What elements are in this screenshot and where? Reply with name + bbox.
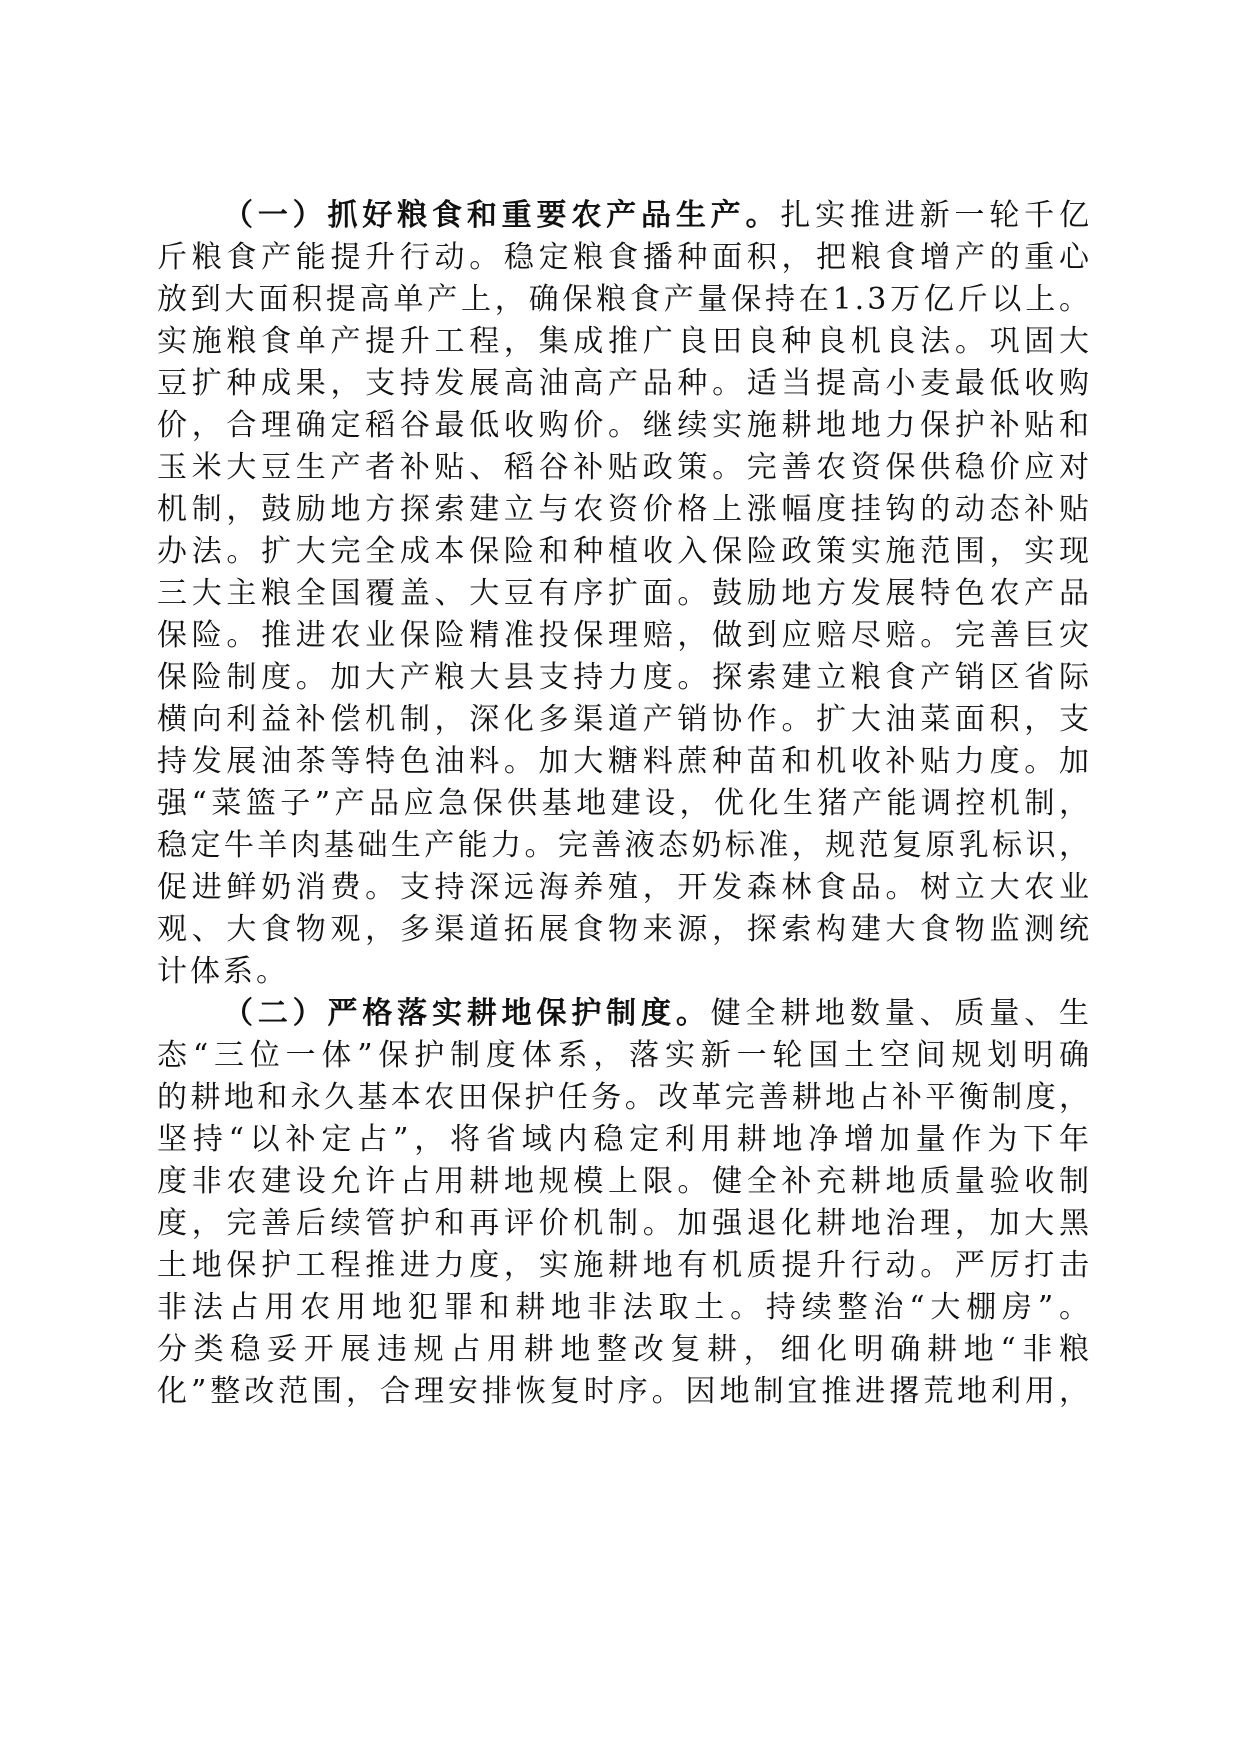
section-2-line: 土地保护工程推进力度，实施耕地有机质提升行动。严厉打击 bbox=[157, 1248, 1092, 1283]
section-2-first-line-text: 健全耕地数量、质量、生 bbox=[710, 996, 1093, 1031]
section-1-line: 玉米大豆生产者补贴、稻谷补贴政策。完善农资保供稳价应对 bbox=[157, 450, 1092, 485]
section-2-line: 非法占用农用地犯罪和耕地非法取土。持续整治“大棚房”。 bbox=[157, 1290, 1092, 1325]
section-2-line: 态“三位一体”保护制度体系，落实新一轮国土空间规划明确 bbox=[157, 1038, 1092, 1073]
section-2-line: 度，完善后续管护和再评价机制。加强退化耕地治理，加大黑 bbox=[157, 1206, 1092, 1241]
section-2-line: 化”整改范围，合理安排恢复时序。因地制宜推进撂荒地利用， bbox=[157, 1374, 1092, 1409]
section-2-first-line bbox=[157, 993, 1092, 1035]
section-1-line: 放到大面积提高单产上，确保粮食产量保持在1.3万亿斤以上。 bbox=[157, 282, 1092, 317]
section-2-line: 度非农建设允许占用耕地规模上限。健全补充耕地质量验收制 bbox=[157, 1164, 1092, 1199]
section-1-line: 观、大食物观，多渠道拓展食物来源，探索构建大食物监测统 bbox=[157, 912, 1092, 947]
section-1-line: 强“菜篮子”产品应急保供基地建设，优化生猪产能调控机制， bbox=[157, 786, 1092, 821]
section-1-line: 斤粮食产能提升行动。稳定粮食播种面积，把粮食增产的重心 bbox=[157, 240, 1092, 275]
section-1-first-line-text: 扎实推进新一轮千亿 bbox=[780, 198, 1093, 233]
section-1-line: 保险制度。加大产粮大县支持力度。探索建立粮食产销区省际 bbox=[157, 660, 1092, 695]
section-1-line: 促进鲜奶消费。支持深远海养殖，开发森林食品。树立大农业 bbox=[157, 870, 1092, 905]
section-1-heading: （一）抓好粮食和重要农产品生产。 bbox=[223, 198, 781, 233]
section-1-first-line bbox=[157, 195, 1092, 237]
section-1-line: 实施粮食单产提升工程，集成推广良田良种良机良法。巩固大 bbox=[157, 324, 1092, 359]
section-1-last-line: 计体系。 bbox=[157, 954, 289, 989]
section-1-line: 办法。扩大完全成本保险和种植收入保险政策实施范围，实现 bbox=[157, 534, 1092, 569]
section-1-line: 横向利益补偿机制，深化多渠道产销协作。扩大油菜面积，支 bbox=[157, 702, 1092, 737]
section-1-line: 保险。推进农业保险精准投保理赔，做到应赔尽赔。完善巨灾 bbox=[157, 618, 1092, 653]
document-body bbox=[157, 195, 1092, 1413]
section-1-line: 机制，鼓励地方探索建立与农资价格上涨幅度挂钩的动态补贴 bbox=[157, 492, 1092, 527]
section-1-line: 豆扩种成果，支持发展高油高产品种。适当提高小麦最低收购 bbox=[157, 366, 1092, 401]
section-1-line: 持发展油茶等特色油料。加大糖料蔗种苗和机收补贴力度。加 bbox=[157, 744, 1092, 779]
section-2-heading: （二）严格落实耕地保护制度。 bbox=[223, 996, 711, 1031]
section-1-line: 稳定牛羊肉基础生产能力。完善液态奶标准，规范复原乳标识， bbox=[157, 828, 1092, 863]
section-1-line: 价，合理确定稻谷最低收购价。继续实施耕地地力保护补贴和 bbox=[157, 408, 1092, 443]
section-2-line: 的耕地和永久基本农田保护任务。改革完善耕地占补平衡制度， bbox=[157, 1080, 1092, 1115]
section-1-line: 三大主粮全国覆盖、大豆有序扩面。鼓励地方发展特色农产品 bbox=[157, 576, 1092, 611]
section-2-line: 分类稳妥开展违规占用耕地整改复耕，细化明确耕地“非粮 bbox=[157, 1332, 1092, 1367]
section-2-line: 坚持“以补定占”，将省域内稳定利用耕地净增加量作为下年 bbox=[157, 1122, 1092, 1157]
